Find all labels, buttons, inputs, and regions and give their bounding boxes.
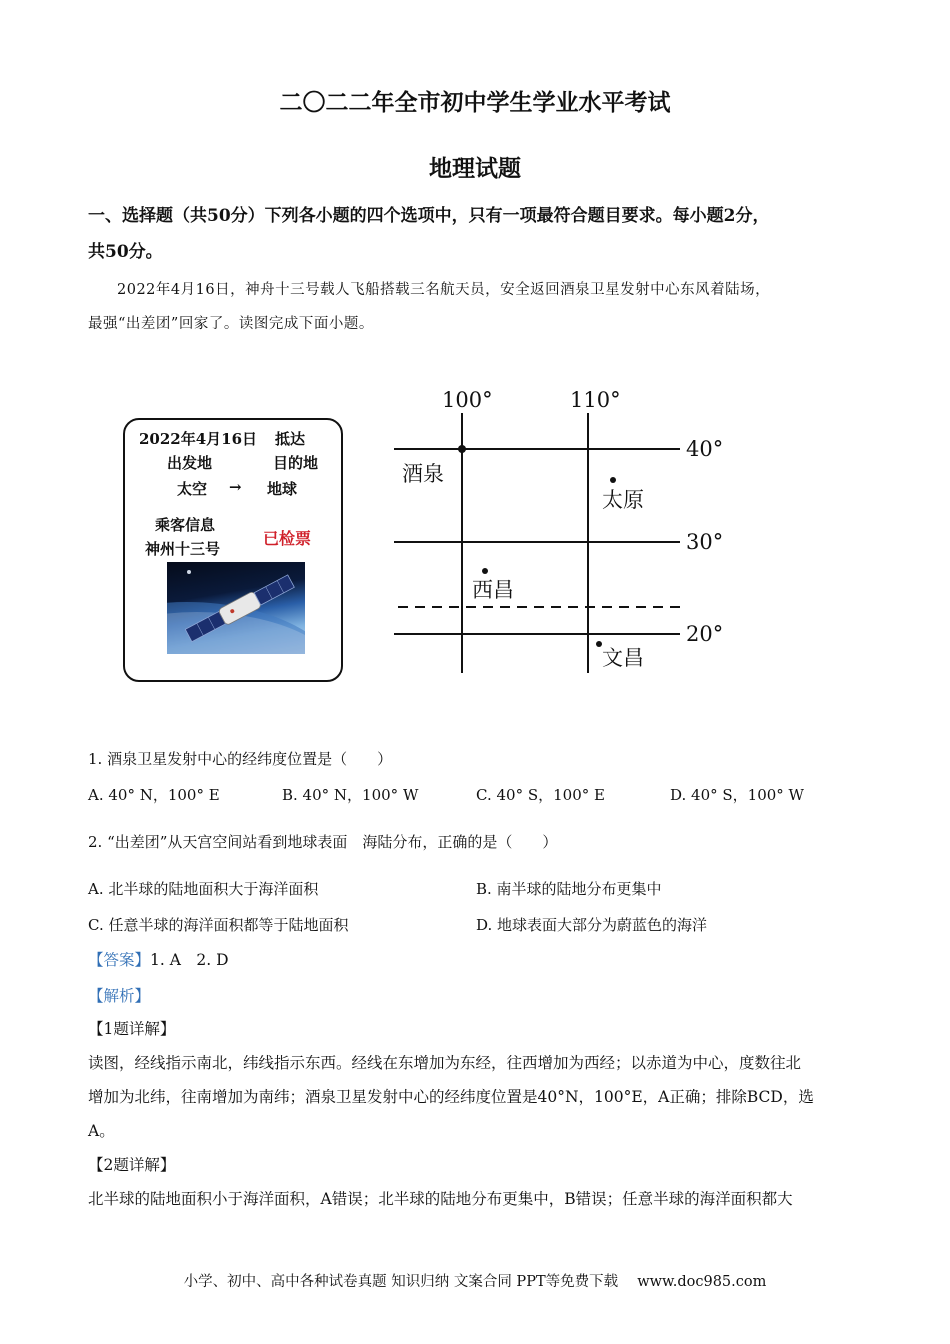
spacecraft-photo (167, 562, 305, 654)
ticket-date: 2022年4月16日 (139, 430, 258, 448)
section-heading-line1: 一、选择题（共50分）下列各小题的四个选项中，只有一项最符合题目要求。每小题2分， (88, 206, 770, 226)
ticket-dest-label: 目的地 (273, 454, 319, 472)
q1-detail-tag: 【1题详解】 (88, 1020, 176, 1038)
ticket-status: 已检票 (263, 529, 312, 548)
city-jiuquan: 酒泉 (402, 462, 444, 486)
q2-option-d: D. 地球表面大部分为蔚蓝色的海洋 (476, 916, 708, 934)
analysis-body (88, 1012, 863, 1216)
ticket-from: 太空 (177, 480, 208, 498)
q2-option-a: A. 北半球的陆地面积大于海洋面积 (88, 880, 319, 898)
q1-option-c: C. 40° S，100° E (476, 786, 605, 804)
intro-line1: 2022年4月16日，神舟十三号载人飞船搭载三名航天员，安全返回酒泉卫星发射中心东风着陆场， (117, 282, 771, 298)
lat-label-30: 30° (686, 530, 724, 554)
ticket-passenger-label: 乘客信息 (155, 516, 216, 534)
question-2-stem: 2. “出差团”从天宫空间站看到地球表面 海陆分布，正确的是（ ） (88, 833, 558, 851)
analysis-tag: 【解析】 (88, 987, 151, 1005)
lat-label-40: 40° (686, 437, 724, 461)
q2-detail-tag: 【2题详解】 (88, 1156, 176, 1174)
q2-detail-line1: 北半球的陆地面积小于海洋面积，A错误；北半球的陆地分布更集中，B错误；任意半球的海洋面积都大 (88, 1190, 793, 1208)
taiyuan-dot (610, 477, 616, 483)
ticket-depart-label: 出发地 (167, 454, 213, 472)
answer-tag: 【答案】 (88, 951, 151, 969)
page-footer: 小学、初中、高中各种试卷真题 知识归纳 文案合同 PPT等免费下载 www.doc985.com (183, 1274, 767, 1290)
arrow-right-icon: → (229, 478, 242, 496)
intro-paragraph (88, 273, 868, 341)
xichang-dot (482, 568, 488, 574)
q1-detail-line3: A。 (88, 1122, 115, 1140)
q1-option-b: B. 40° N，100° W (282, 786, 419, 804)
q1-option-d: D. 40° S，100° W (670, 786, 804, 804)
lon-label-110: 110° (570, 388, 621, 412)
exam-title: 二〇二二年全市初中学生学业水平考试 (279, 89, 671, 116)
answer-content: 1. A 2. D (150, 951, 229, 969)
question-1-stem: 1. 酒泉卫星发射中心的经纬度位置是（ ） (88, 750, 393, 768)
section-heading-line2: 共50分。 (88, 242, 163, 262)
q2-option-b: B. 南半球的陆地分布更集中 (476, 880, 662, 898)
subject-title: 地理试题 (429, 155, 521, 182)
intro-line2: 最强“出差团”回家了。读图完成下面小题。 (88, 316, 374, 332)
ticket-passenger: 神州十三号 (145, 540, 221, 558)
jiuquan-dot (458, 445, 466, 453)
city-wenchang: 文昌 (602, 646, 644, 670)
ticket-to: 地球 (267, 480, 298, 498)
answer-line (88, 948, 229, 970)
spacecraft-icon (167, 562, 305, 654)
lat-lon-map (390, 385, 730, 680)
ticket-card (123, 418, 343, 682)
city-taiyuan: 太原 (602, 488, 644, 512)
q1-detail-line1: 读图，经线指示南北，纬线指示东西。经线在东增加为东经，往西增加为西经；以赤道为中心，度数往北 (88, 1054, 802, 1072)
city-xichang: 西昌 (472, 578, 514, 602)
q2-option-c: C. 任意半球的海洋面积都等于陆地面积 (88, 916, 349, 934)
section-heading (88, 198, 868, 270)
lon-label-100: 100° (442, 388, 493, 412)
lat-label-20: 20° (686, 622, 724, 646)
ticket-arrive: 抵达 (275, 430, 306, 448)
wenchang-dot (596, 641, 602, 647)
q1-option-a: A. 40° N，100° E (88, 786, 220, 804)
q1-detail-line2: 增加为北纬，往南增加为南纬；酒泉卫星发射中心的经纬度位置是40°N，100°E，A正确；排除BCD，选 (88, 1088, 814, 1106)
